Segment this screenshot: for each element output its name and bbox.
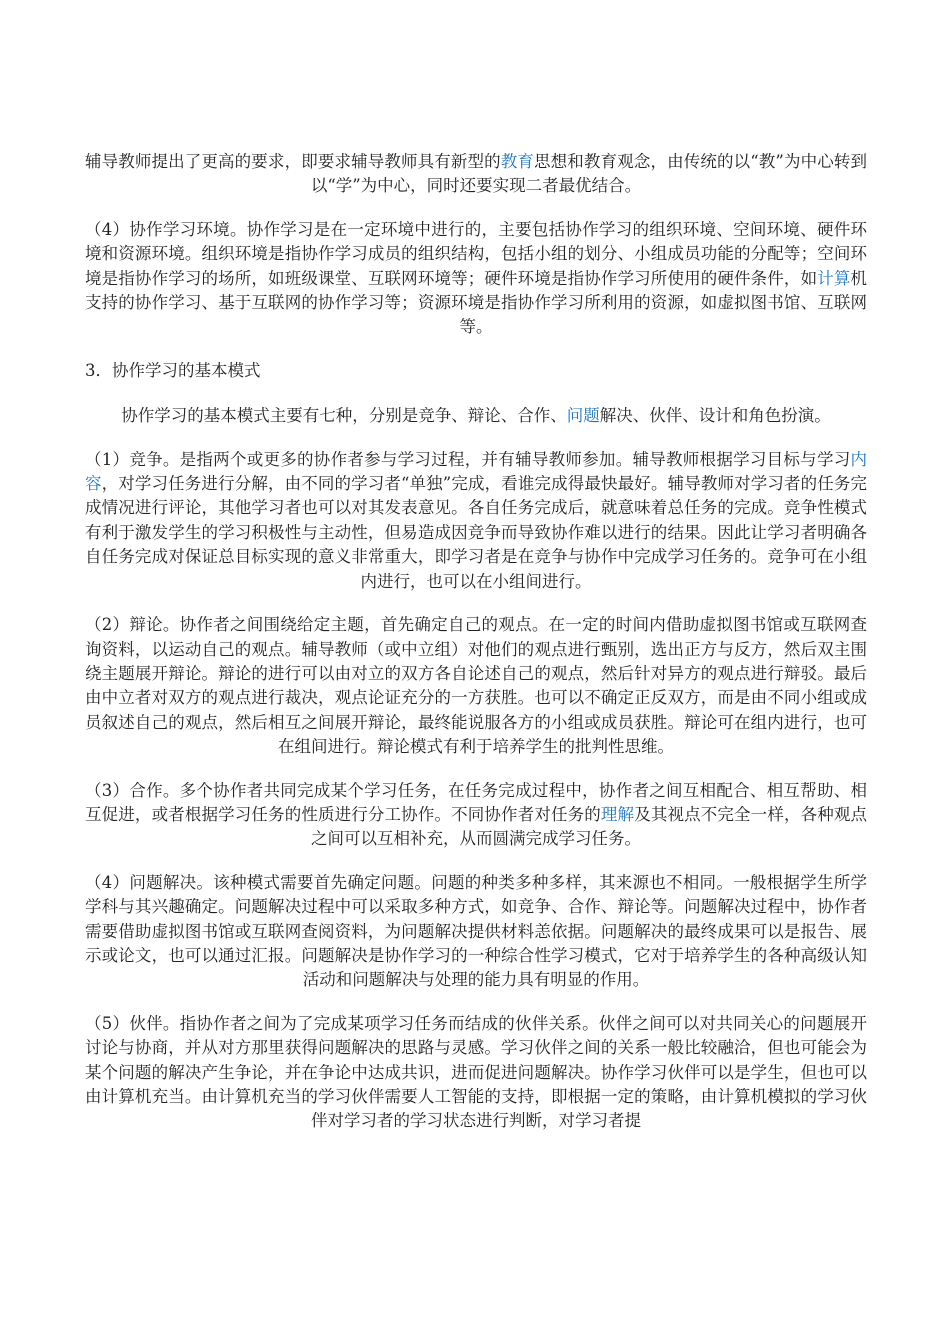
paragraph-text: （4）协作学习环境。协作学习是在一定环境中进行的，主要包括协作学习的组织环境、空间环境、硬件环境和资源环境。组织环境是指协作学习成员的组织结构，包括小组的划分、小组成员功能的分配等；空间环境是指协作学习的场所，如班级课堂、互联网环境等；硬件环境是指协作学习所使用的硬件条件，如: [85, 219, 867, 288]
paragraph-partner: [85, 1012, 867, 1134]
paragraph-text: （4）问题解决。该种模式需要首先确定问题。问题的种类多种多样，其来源也不相同。一般根据学生所学学科与其兴趣确定。问题解决过程中可以采取多种方式，如竞争、合作、辩论等。问题解决过程中，协作者需要借助虚拟图书馆或互联网查阅资料，为问题解决提供材料恙依据。问题解决的最终成果可以是报告、展示或论文，也可以通过汇报。问题解决是协作学习的一种综合性学习模式，它对于培养学生的各种高级认知活动和问题解决与处理的能力具有明显的作用。: [85, 872, 867, 990]
paragraph-text: 机支持的协作学习、基于互联网的协作学习等；资源环境是指协作学习所利用的资源，如虚拟图书馆、互联网等。: [85, 268, 868, 337]
paragraph-text: ，对学习任务进行分解，由不同的学习者“单独”完成，看谁完成得最快最好。辅导教师对学习者的任务完成情况进行评论，其他学习者也可以对其发表意见。各自任务完成后，就意味着总任务的完成。竞争性模式有利于激发学生的学习积极性与主动性，但易造成因竞争而导致协作难以进行的结果。因此让学习者明确各自任务完成对保证总目标实现的意义非常重大，即学习者是在竞争与协作中完成学习任务的。竞争可在小组内进行，也可以在小组间进行。: [85, 474, 868, 591]
link-content[interactable]: 内容: [85, 449, 867, 494]
paragraph-text: 及其视点不完全一样，各种观点之间可以互相补充，从而圆满完成学习任务。: [311, 804, 868, 849]
link-education[interactable]: 教育: [500, 152, 535, 171]
paragraph-text: 协作学习的基本模式主要有七种，分别是竞争、辩论、合作、: [121, 406, 567, 426]
paragraph-cooperation: [85, 779, 867, 852]
link-understanding[interactable]: 理解: [600, 804, 635, 824]
paragraph-learning-environment: [85, 218, 867, 340]
paragraph-text: （2）辩论。协作者之间围绕给定主题，首先确定自己的观点。在一定的时间内借助虚拟图书馆或互联网查询资料，以运动自己的观点。辅导教师（或中立组）对他们的观点进行甄别，选出正方与反方，然后双主围绕主题展开辩论。辩论的进行可以由对立的双方各自论述自己的观点，然后针对异方的观点进行辩驳。最后由中立者对双方的观点进行裁决，观点论证充分的一方获胜。也可以不确定正反双方，而是由不同小组或成员叙述自己的观点，然后相互之间展开辩论，最终能说服各方的小组或成员获胜。辩论可在组内进行，也可在组间进行。辩论模式有利于培养学生的批判性思维。: [85, 615, 867, 757]
paragraph-text: 解决、伙伴、设计和角色扮演。: [599, 406, 831, 426]
paragraph-text: 辅导教师提出了更高的要求，即要求辅导教师具有新型的: [85, 152, 501, 171]
document-page: [85, 150, 867, 1153]
paragraph-competition: [85, 448, 867, 594]
paragraph-teacher-requirements: [85, 150, 867, 199]
paragraph-text: （5）伙伴。指协作者之间为了完成某项学习任务而结成的伙伴关系。伙伴之间可以对共同关心的问题展开讨论与协商，并从对方那里获得问题解决的思路与灵感。学习伙伴之间的关系一般比较融洽，但也可能会为某个问题的解决产生争论，并在争论中达成共识，进而促进问题解决。协作学习伙伴可以是学生，但也可以由计算机充当。由计算机充当的学习伙伴需要人工智能的支持，即根据一定的策略，由计算机模拟的学习伙伴对学习者的学习状态进行判断，对学习者提: [85, 1013, 867, 1131]
link-computing[interactable]: 计算: [817, 268, 851, 288]
paragraph-debate: [85, 613, 867, 759]
heading-text: 3．协作学习的基本模式: [85, 360, 261, 380]
paragraph-text: （3）合作。多个协作者共同完成某个学习任务，在任务完成过程中，协作者之间互相配合、相互帮助、相互促进，或者根据学习任务的性质进行分工协作。不同协作者对任务的: [85, 780, 867, 824]
link-problem[interactable]: 问题: [566, 406, 600, 426]
paragraph-problem-solving: [85, 871, 867, 993]
section-heading: [85, 359, 867, 383]
paragraph-modes-intro: [85, 404, 867, 428]
paragraph-text: （1）竞争。是指两个或更多的协作者参与学习过程，并有辅导教师参加。辅导教师根据学习目标与学习: [85, 449, 851, 469]
paragraph-text: 思想和教育观念，由传统的以“教”为中心转到以“学”为中心，同时还要实现二者最优结合。: [310, 152, 868, 196]
